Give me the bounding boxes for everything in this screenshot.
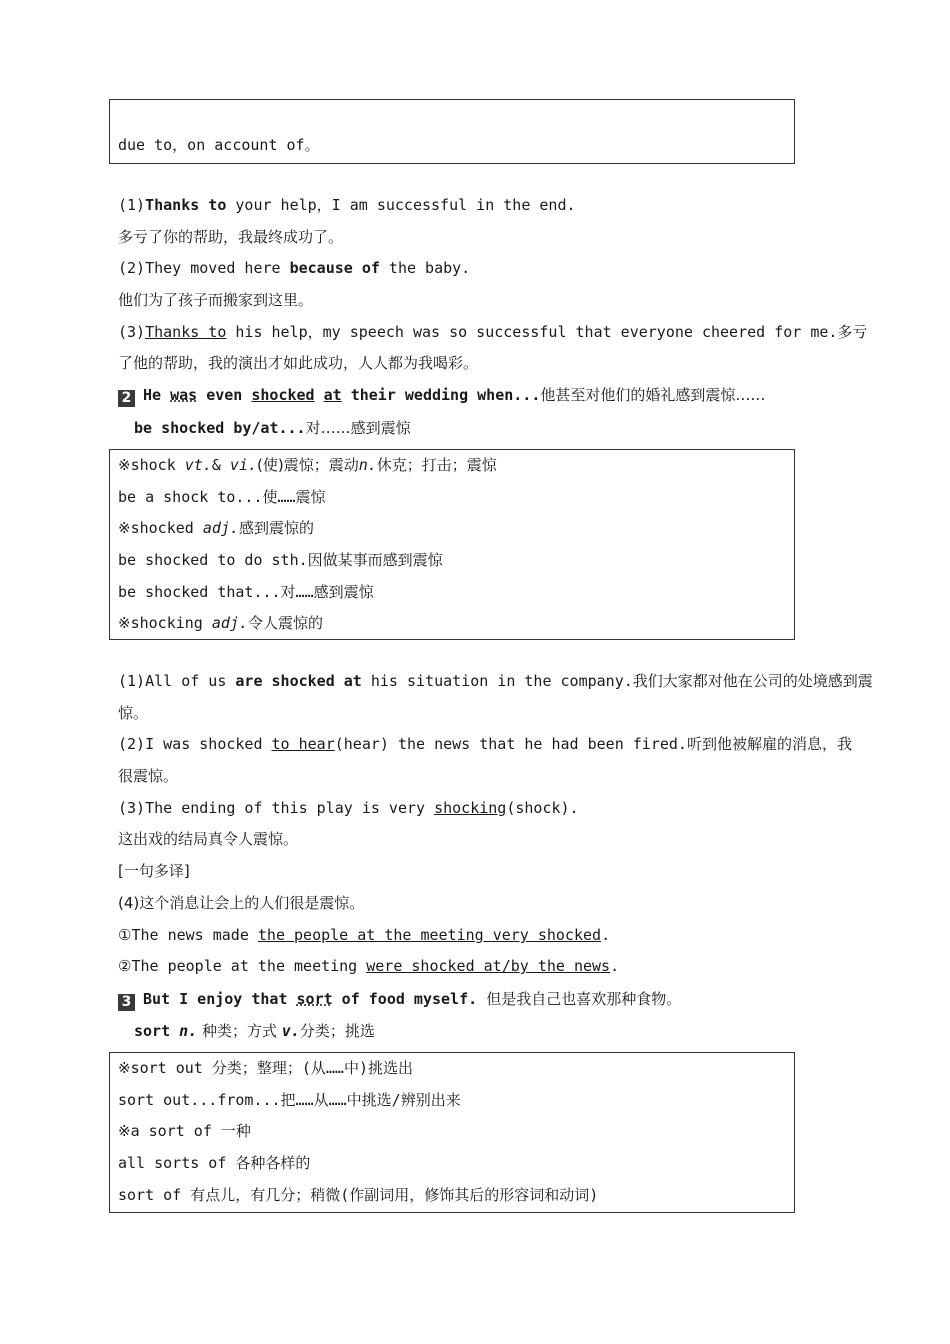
- example-4-version-2: [118, 956, 619, 976]
- keyword: are shocked at: [235, 672, 362, 690]
- text: (3): [118, 323, 146, 341]
- note-line: ※sort out 分类；整理；(从……中)挑选出: [118, 1059, 413, 1077]
- text: your help，I am successful in the end.: [226, 196, 576, 214]
- answer-blank: were shocked at/by the news: [366, 957, 611, 975]
- section-3-heading: [118, 989, 681, 1011]
- text: adj.: [211, 614, 248, 633]
- example-3-continued: 了他的帮助，我的演出才如此成功，人人都为我喝彩。: [118, 354, 479, 372]
- note-line: sort of 有点儿，有几分；稍微(作副词用，修饰其后的形容词和动词): [118, 1185, 599, 1204]
- text: at: [323, 386, 342, 404]
- text: his situation in the company.我们大家都对他在公司的处境感到震: [361, 672, 873, 690]
- answer-blank: Thanks to: [145, 323, 227, 341]
- text: even: [197, 386, 252, 404]
- section-number-badge: 2: [118, 390, 135, 407]
- example-2: [118, 734, 852, 754]
- text: 对……感到震惊: [305, 419, 411, 437]
- text: 感到震惊的: [238, 519, 314, 538]
- note-line: all sorts of 各种各样的: [118, 1154, 311, 1173]
- note-line: due to，on account of。: [118, 136, 320, 154]
- text: n.: [358, 456, 377, 474]
- text: the baby.: [379, 259, 471, 277]
- text: n.: [179, 1022, 198, 1040]
- text: his help，my speech was so successful that everyone cheered for me.多亏: [226, 323, 868, 341]
- text: sort: [296, 990, 333, 1008]
- text: (2)They moved here: [118, 259, 290, 277]
- text: 分类；挑选: [299, 1022, 375, 1040]
- text: 休克；打击；震惊: [376, 456, 497, 474]
- text: 但是我自己也喜欢那种食物。: [486, 990, 682, 1008]
- note-box-sort: [109, 1052, 795, 1213]
- text: vi.: [229, 456, 258, 474]
- note-box-due-to: [109, 99, 795, 164]
- text: 种类；方式: [197, 1022, 282, 1040]
- example-2-translation: 他们为了孩子而搬家到这里。: [118, 291, 314, 309]
- note-line: [118, 450, 786, 482]
- example-3: [118, 322, 867, 342]
- example-4-version-1: [118, 925, 610, 945]
- keyword: be shocked by/at...: [134, 419, 306, 437]
- text: (使)震惊；震动: [257, 456, 359, 474]
- note-line: [118, 513, 786, 545]
- note-line: sort out...from...把……从……中挑选/辨别出来: [118, 1090, 461, 1109]
- text: was: [170, 386, 198, 404]
- note-line: ※a sort of 一种: [118, 1122, 251, 1141]
- text: ①The news made: [118, 926, 258, 944]
- example-3-translation: 这出戏的结局真令人震惊。: [118, 830, 299, 848]
- example-2: [118, 258, 470, 278]
- multi-translation-label: [一句多译]: [118, 862, 190, 880]
- example-3: [118, 798, 579, 818]
- example-1: [118, 195, 576, 215]
- text: .: [610, 957, 620, 975]
- text: vt.: [184, 456, 212, 474]
- text: ※shocking: [118, 614, 212, 633]
- text: But I enjoy that: [143, 990, 297, 1008]
- answer-blank: the people at the meeting very shocked: [257, 926, 602, 944]
- keyword: because of: [289, 259, 380, 277]
- text: v.: [281, 1022, 300, 1040]
- keyword: Thanks to: [145, 196, 227, 214]
- text: ※shocked: [118, 519, 203, 538]
- example-2-continued: 很震惊。: [118, 767, 179, 785]
- note-line: be a shock to...使……震惊: [118, 487, 326, 506]
- section-3-subheading: [134, 1021, 375, 1041]
- example-1-continued: 惊。: [118, 704, 149, 722]
- example-1: [118, 671, 873, 691]
- text: (shock).: [506, 799, 579, 817]
- text: 他甚至对他们的婚礼感到震惊……: [540, 386, 766, 404]
- text: [315, 386, 324, 404]
- section-2-heading: [118, 385, 765, 407]
- text: ②The people at the meeting: [118, 957, 367, 975]
- section-2-subheading: [134, 418, 411, 438]
- text: (1)All of us: [118, 672, 236, 690]
- text: of food myself.: [332, 990, 478, 1008]
- note-line: [118, 608, 786, 640]
- text: (hear) the news that he had been fired.听到他被解雇的消息，我: [334, 735, 852, 753]
- section-number-badge: 3: [118, 994, 135, 1011]
- example-4: (4)这个消息让会上的人们很是震惊。: [118, 894, 365, 912]
- note-line: be shocked that...对……感到震惊: [118, 582, 374, 601]
- text: 令人震惊的: [247, 614, 323, 633]
- text: adj.: [202, 519, 239, 538]
- text: their wedding when...: [341, 386, 541, 404]
- text: (2)I was shocked: [118, 735, 272, 753]
- text: shocked: [251, 386, 315, 404]
- text: ※shock: [118, 456, 185, 474]
- keyword: sort: [134, 1022, 180, 1040]
- answer-blank: shocking: [434, 799, 507, 817]
- text: (3)The ending of this play is very: [118, 799, 435, 817]
- text: &: [211, 456, 230, 474]
- answer-blank: to hear: [271, 735, 335, 753]
- note-box-shock: [109, 449, 795, 640]
- text: (1): [118, 196, 146, 214]
- note-line: be shocked to do sth.因做某事而感到震惊: [118, 551, 443, 570]
- text: .: [601, 926, 611, 944]
- text: He: [143, 386, 171, 404]
- example-1-translation: 多亏了你的帮助，我最终成功了。: [118, 228, 344, 246]
